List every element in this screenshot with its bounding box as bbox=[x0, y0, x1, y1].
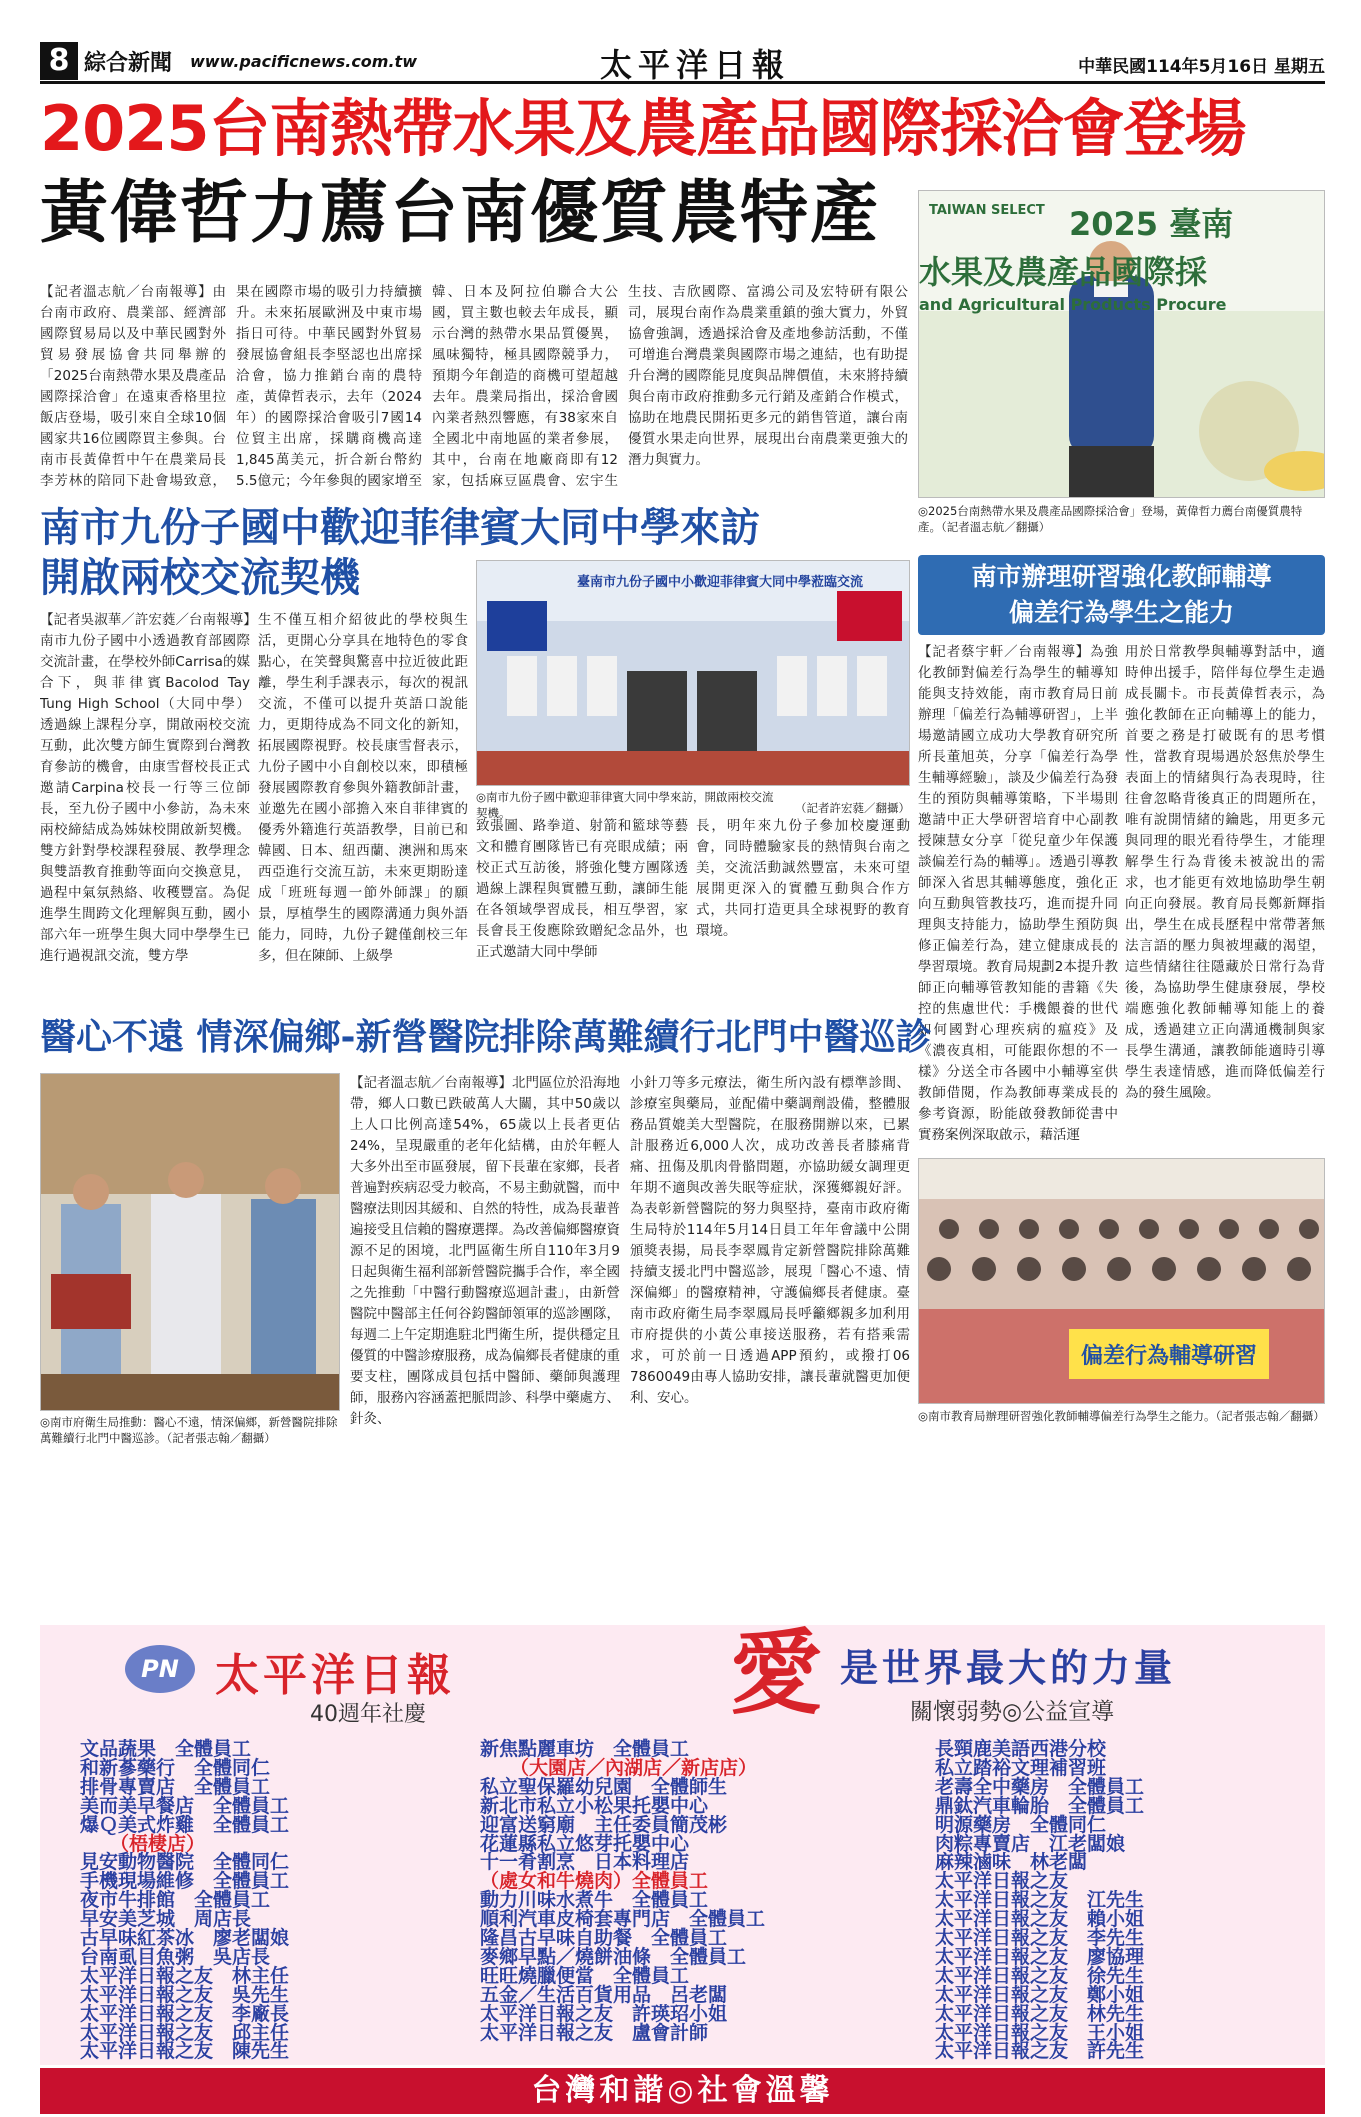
article2-headline-sub: 開啟兩校交流契機 bbox=[40, 555, 360, 601]
greetings-paper-name: 太平洋日報 bbox=[215, 1650, 455, 1701]
article3-headline-box bbox=[918, 555, 1325, 635]
greeting-entry: 老壽全中藥房 全體員工 bbox=[935, 1775, 1145, 1798]
greeting-entry: 花蓮縣私立悠芽托嬰中心 bbox=[480, 1832, 690, 1855]
greeting-entry: 太平洋日報之友 邱主任 bbox=[80, 2021, 290, 2044]
greeting-entry: 私立踏裕文理補習班 bbox=[935, 1756, 1107, 1779]
greeting-entry: 太平洋日報之友 李廠長 bbox=[80, 2002, 290, 2025]
greeting-entry: （大園店／內湖店／新店店） bbox=[510, 1756, 758, 1779]
masthead bbox=[40, 40, 1325, 84]
article2-column-2: 生不僅互相介紹彼此的學校與生活，更開心分享具在地特色的零食點心，在笑聲與驚喜中拉近彼此距離，學生利手課表示，每次的視訊交流，不僅可以提升英語口說能力，更期待成為不同文化的新知，拓展國際視野。校長康雪督表示，九份子國中小自創校以來，即積極發展國際教育參與外籍教師計畫，並邀先在國小部擔入來自菲律賓的優秀外籍進行英語教學，目前已和韓國、日本、紐西蘭、澳洲和馬來西亞進行交流互訪，未來更期盼達成「班班每週一節外師課」的願景，厚植學生的國際溝通力與外語能力，同時，九份子鍵僅創校三年多，但在陳師、上級學 bbox=[258, 612, 468, 964]
greeting-entry: 明源藥房 全體同仁 bbox=[935, 1813, 1107, 1836]
greeting-entry: 古早味紅茶冰 廖老闆娘 bbox=[80, 1927, 290, 1949]
love-subslogan: 關懷弱勢◎公益宣導 bbox=[910, 1699, 1115, 1725]
photo-banner-title: 2025 臺南 bbox=[1069, 205, 1234, 243]
greeting-entry: 手機現場維修 全體員工 bbox=[80, 1870, 290, 1893]
greeting-entry: 迎富送窮廟 主任委員簡茂彬 bbox=[480, 1813, 728, 1836]
article3-photo-banner: 偏差行為輔導研習 bbox=[1080, 1344, 1257, 1369]
greetings-column-1 bbox=[80, 1740, 480, 2065]
greeting-entry: 太平洋日報之友 廖協理 bbox=[935, 1945, 1145, 1968]
greeting-entry: 太平洋日報之友 bbox=[935, 1870, 1069, 1893]
greeting-entry: 見安動物醫院 全體同仁 bbox=[80, 1851, 290, 1874]
greeting-entry: 私立聖保羅幼兒園 全體師生 bbox=[480, 1775, 728, 1798]
article3-photo bbox=[918, 1158, 1325, 1404]
greeting-entry: 美而美早餐店 全體員工 bbox=[80, 1794, 290, 1817]
photo-banner-english: and Agricultural Products Procure bbox=[919, 295, 1227, 314]
article2-column-3: 致張圖、路拳道、射箭和籃球等藝文和體育團隊皆已有亮眼成績；兩校正式互訪後，將強化雙方團隊透過線上課程與實體互動，讓師生能在各領域學習成長，相互學習，家長會長王俊應除致贈紀念品外，也正式邀請大同中學師 bbox=[476, 818, 688, 960]
greeting-entry: 太平洋日報之友 林先生 bbox=[935, 2002, 1145, 2025]
article1-photo-caption: ◎2025台南熱帶水果及農產品國際採洽會」登場，黃偉哲力薦台南優質農特產。（記者溫志航／翻攝） bbox=[918, 504, 1303, 534]
love-character: 愛 bbox=[730, 1619, 823, 1727]
greeting-entry: 旺旺燒臘便當 全體員工 bbox=[480, 1964, 690, 1987]
article3-headline-main: 南市辦理研習強化教師輔導 bbox=[971, 562, 1272, 591]
greeting-entry: 十一肴割烹 日本料理店 bbox=[480, 1851, 690, 1874]
issue-date: 中華民國114年5月16日 星期五 bbox=[1078, 57, 1325, 77]
greeting-entry: 長頸鹿美語西港分校 bbox=[935, 1738, 1107, 1760]
greetings-footer: 台灣和諧◎社會溫馨 bbox=[40, 2068, 1325, 2114]
greeting-entry: 夜市牛排館 全體員工 bbox=[80, 1889, 271, 1912]
article4-photo-illustration bbox=[41, 1074, 340, 1411]
greeting-entry: 麻辣滷味 林老闆 bbox=[935, 1851, 1088, 1874]
greeting-entry: 太平洋日報之友 林主任 bbox=[80, 1964, 290, 1987]
greeting-entry: 新焦點麗車坊 全體員工 bbox=[480, 1738, 690, 1760]
greeting-entry: 太平洋日報之友 許瑛玿小姐 bbox=[480, 2002, 728, 2025]
article1-column-4: 生技、吉欣國際、富鴻公司及宏特研有限公司，展現台南作為農業重鎮的強大實力，外貿協會強調，透過採洽會及產地參訪活動，不僅可增進台灣農業與國際市場之連結，也有助提升台灣的國際能見度與品牌價值，未來將持續與台南市政府推動多元行銷及產銷合作模式，協助在地農民開拓更多元的銷售管道，讓台南優質水果走向世界，展現出台南農業更強大的潛力與實力。 bbox=[628, 284, 908, 468]
greeting-entry: 太平洋日報之友 李先生 bbox=[935, 1927, 1145, 1949]
greeting-entry: 太平洋日報之友 陳先生 bbox=[80, 2040, 290, 2063]
greeting-entry: 太平洋日報之友 盧會計師 bbox=[480, 2021, 709, 2044]
greeting-entry: 台南虱目魚粥 吳店長 bbox=[80, 1945, 271, 1968]
article4-column-2: 小針刀等多元療法，衛生所內設有標準診間、診療室與藥局，並配備中藥調劑設備，整體服務品質媲美大型醫院，在服務開辦以來，已累計服務近6,000人次，成功改善長者膝痛背痛、扭傷及肌肉骨骼問題，亦協助緩女調理更年期不適與改善失眠等症狀，深獲鄉親好評。為表彰新營醫院的努力與堅持，臺南市政府衛生局特於114年5月14日員工年年會議中公開頒獎表揚，局長李翠鳳肯定新營醫院排除萬難持續支援北門中醫巡診，展現「醫心不遠、情深偏鄉」的醫療精神，守護偏鄉長者健康。臺南市政府衛生局李翠鳳局長呼籲鄉親多加利用市府提供的小黃公車接送服務，若有搭乘需求，可於前一日透過APP預約，或撥打06 7860049由專人協助安排，讓長輩就醫更加便利、安心。 bbox=[630, 1075, 910, 1406]
article2-photo-illustration bbox=[477, 561, 910, 786]
greeting-entry: 五金／生活百貨用品 呂老闆 bbox=[480, 1983, 728, 2006]
greeting-entry: 太平洋日報之友 徐先生 bbox=[935, 1964, 1145, 1987]
greetings-column-3 bbox=[935, 1740, 1325, 2065]
greeting-entry: 新北市私立小松果托嬰中心 bbox=[480, 1794, 709, 1817]
article4-photo-caption: ◎南市府衛生局推動：醫心不遠，情深偏鄉，新營醫院排除萬難續行北門中醫巡診。（記者張志翰／翻攝） bbox=[40, 1415, 338, 1445]
article3-column-1: 【記者蔡宇軒／台南報導】為強化教師對偏差行為學生的輔導知能與支持效能，南市教育局日前辦理「偏差行為輔導研習」，上半場邀請國立成功大學教育研究所所長董旭英，分享「偏差行為學生輔導經驗」，談及少偏差行為發生的預防與輔導策略，下半場則邀請中正大學研習培育中心副教授陳慧女分享「從兒童少年保護談偏差行為的輔導」。透過引導教師深入省思其輔導態度，強化正向互動與管教技巧，進而提升同理與支持能力，協助學生預防與修正偏差行為，建立健康成長的學習環境。教育局規劃2本提升教師正向輔導管教知能的書籍《失控的焦慮世代：手機餵養的世代如何國對心理疾病的瘟疫》及《濃夜真相，可能跟你想的不一樣》分送全市各國中小輔導室供教師借閱，作為教師專業成長的參考資源，盼能啟發教師從書中實務案例深取啟示，藉活運 bbox=[918, 644, 1118, 1143]
greeting-entry: 爆Ｑ美式炸雞 全體員工 bbox=[80, 1813, 290, 1836]
anniversary-text: 40週年社慶 bbox=[310, 1702, 426, 1727]
greeting-entry: 太平洋日報之友 王小姐 bbox=[935, 2021, 1145, 2044]
article1-headline-sub: 黃偉哲力薦台南優質農特產 bbox=[40, 174, 881, 253]
site-url: www.pacificnews.com.tw bbox=[190, 52, 417, 71]
article4-photo bbox=[40, 1073, 340, 1411]
article2-photo-caption: ◎南市九份子國中歡迎菲律賓大同中學來訪，開啟兩校交流契機。 bbox=[476, 790, 774, 820]
greeting-entry: 動力川味水煮牛 全體員工 bbox=[480, 1889, 709, 1912]
greeting-entry: （處女和牛燒肉）全體員工 bbox=[480, 1870, 709, 1893]
article1-photo bbox=[918, 190, 1325, 498]
greeting-entry: 排骨專賣店 全體員工 bbox=[80, 1775, 271, 1798]
article3-column-2: 用於日常教學與輔導對話中，適時伸出援手，陪伴每位學生走過成長關卡。市長黃偉哲表示，為強化教師在正向輔導上的能力，首要之務是打破既有的思考慣性，當教育現場遇於怒焦於學生表面上的情緒與行為表現時，往往會忽略背後真正的問題所在，唯有說開情緒的鑰匙，用更多元與同理的眼光看待學生，才能理解學生行為背後未被說出的需求，也才能更有效地協助學生朝向正向發展。教育局長鄭新輝指出，學生在成長歷程中常帶著無法言語的壓力與被埋藏的渴望，這些情緒往往隱藏於日常行為背後，為協助學生健康發展，學校端應強化教師輔導知能上的養成，透過建立正向溝通機制與家長學生溝通，讓教師能適時引導學生表達情感，進而降低偏差行為的發生風險。 bbox=[1125, 644, 1325, 1101]
article3-headline-sub: 偏差行為學生之能力 bbox=[1008, 598, 1234, 627]
greeting-entry: 和新蔘藥行 全體同仁 bbox=[80, 1756, 271, 1779]
greeting-entry: 隆昌古早味自助餐 全體員工 bbox=[480, 1927, 728, 1949]
article4-headline: 醫心不遠 情深偏鄉-新營醫院排除萬難續行北門中醫巡診 bbox=[40, 1017, 932, 1058]
greeting-entry: 順利汽車皮椅套專門店 全體員工 bbox=[480, 1908, 766, 1931]
greeting-entry: 太平洋日報之友 吳先生 bbox=[80, 1983, 290, 2006]
greeting-entry: 文品蔬果 全體員工 bbox=[80, 1738, 252, 1760]
greetings-section bbox=[40, 1619, 1325, 2065]
greeting-entry: 麥鄉早點／燒餅油條 全體員工 bbox=[480, 1945, 747, 1968]
article2-column-1: 【記者吳淑華／許宏蕤／台南報導】南市九份子國中小透過教育部國際交流計畫，在學校外師Carrisa的媒合下，與菲律賓Bacolod Tay Tung High School（大同中學）透過線上課程分享，開啟兩校交流互動，此次雙方師生實際到台灣教育參訪的機會，由康雪督校長正式邀請Carpina校長一行等三位師長，至九份子國中小參訪，為未來兩校締結成為姊妹校開啟新契機。雙方針對學校課程發展、教學理念與雙語教育推動等面向交換意見，過程中氣氛熱絡、收穫豐富。為促進學生間跨文化理解與互動，國小部六年一班學生與大同中學學生已進行過視訊交流，雙方學 bbox=[40, 612, 250, 964]
greeting-entry: 早安美芝城 周店長 bbox=[80, 1908, 252, 1931]
article3-photo-caption: ◎南市教育局辦理研習強化教師輔導偏差行為學生之能力。（記者張志翰／翻攝） bbox=[918, 1409, 1325, 1423]
greetings-column-2 bbox=[480, 1740, 920, 2065]
greeting-entry: （梧棲店） bbox=[110, 1832, 206, 1855]
article1-column-2: 果在國際市場的吸引力持續擴升。未來拓展歐洲及中東市場指日可待。中華民國對外貿易發展協會組長李堅認也出席採洽會，協力推銷台南的農特產，黃偉哲表示，去年（2024年）的國際採洽會吸引7國14位貿主出席，採購商機高達1,845萬美元，折合新台幣約5.5億元；今年參與的國家增至 bbox=[236, 284, 422, 489]
greeting-entry: 太平洋日報之友 賴小姐 bbox=[935, 1908, 1145, 1931]
love-slogan: 是世界最大的力量 bbox=[840, 1645, 1177, 1690]
greeting-entry: 太平洋日報之友 許先生 bbox=[935, 2040, 1145, 2063]
article2-photo-credit: （記者許宏蕤／翻攝） bbox=[795, 801, 910, 815]
greeting-entry: 太平洋日報之友 鄭小姐 bbox=[935, 1983, 1145, 2006]
article2-column-4: 長，明年來九份子參加校慶運動會，同時體驗家長的熱情與台南之美，交流活動誠然豐富，未來可望展開更深入的實體互動與合作方式，共同打造更具全球視野的教育環境。 bbox=[696, 818, 910, 939]
paper-name: 太平洋日報 bbox=[600, 46, 791, 84]
greeting-entry: 肉粽專賣店 江老闆娘 bbox=[935, 1832, 1126, 1855]
photo-banner-subtitle: 水果及農產品國際採 bbox=[919, 253, 1208, 291]
article1-column-1: 【記者溫志航／台南報導】由台南市政府、農業部、經濟部國際貿易局以及中華民國對外貿易發展協會共同舉辦的「2025台南熱帶水果及農產品國際採洽會」在遠東香格里拉飯店登場，吸引來自全球10個國家共16位國際買主參與。台南市長黃偉哲中午在農業局長李芳林的陪同下赴會場致意， bbox=[40, 284, 226, 489]
article2-photo-banner: 臺南市九份子國中小歡迎菲律賓大同中學蒞臨交流 bbox=[577, 575, 864, 590]
section-name: 綜合新聞 bbox=[84, 51, 173, 76]
photo-banner-brand: TAIWAN SELECT bbox=[929, 203, 1045, 218]
greeting-entry: 太平洋日報之友 江先生 bbox=[935, 1889, 1145, 1912]
article2-photo bbox=[476, 560, 910, 786]
article1-column-3: 韓、日本及阿拉伯聯合大公國，買主數也較去年成長，顯示台灣的熱帶水果品質優異，風味獨特，極具國際競爭力，預期今年創造的商機可望超越去年。農業局指出，採洽會國內業者熱烈響應，有38家來自全國北中南地區的業者參展，其中，台南在地廠商即有12家，包括麻豆區農會、宏宇生 bbox=[432, 284, 618, 489]
pn-logo-badge: PN bbox=[125, 1645, 195, 1693]
greeting-entry: 鼎鈦汽車輪胎 全體員工 bbox=[935, 1794, 1145, 1817]
article2-headline-main: 南市九份子國中歡迎菲律賓大同中學來訪 bbox=[40, 505, 760, 551]
page-number: 8 bbox=[40, 42, 78, 80]
article4-column-1: 【記者溫志航／台南報導】北門區位於沿海地帶，鄉人口數已跌破萬人大關，其中50歲以上人口比例高達54%，65歲以上長者更佔24%，呈現嚴重的老年化結構，由於年輕人大多外出至市區發展，留下長輩在家鄉，長者普遍對疾病忍受力較高，不易主動就醫，而中醫療法則因其緩和、自然的特性，成為長輩普遍接受且信賴的醫療選擇。為改善偏鄉醫療資源不足的困境，北門區衛生所自110年3月9日起與衛生福利部新營醫院攜手合作，率全國之先推動「中醫行動醫療巡迴計畫」，由新營醫院中醫部主任何谷鈞醫師領軍的巡診團隊，每週二上午定期進駐北門衛生所，提供穩定且優質的中醫診療服務，成為偏鄉長者健康的重要支柱，團隊成員包括中醫師、藥師與護理師，服務內容涵蓋把脈問診、科學中藥處方、針灸、 bbox=[350, 1075, 620, 1427]
article1-headline-main: 2025台南熱帶水果及農產品國際採洽會登場 bbox=[40, 92, 1246, 165]
